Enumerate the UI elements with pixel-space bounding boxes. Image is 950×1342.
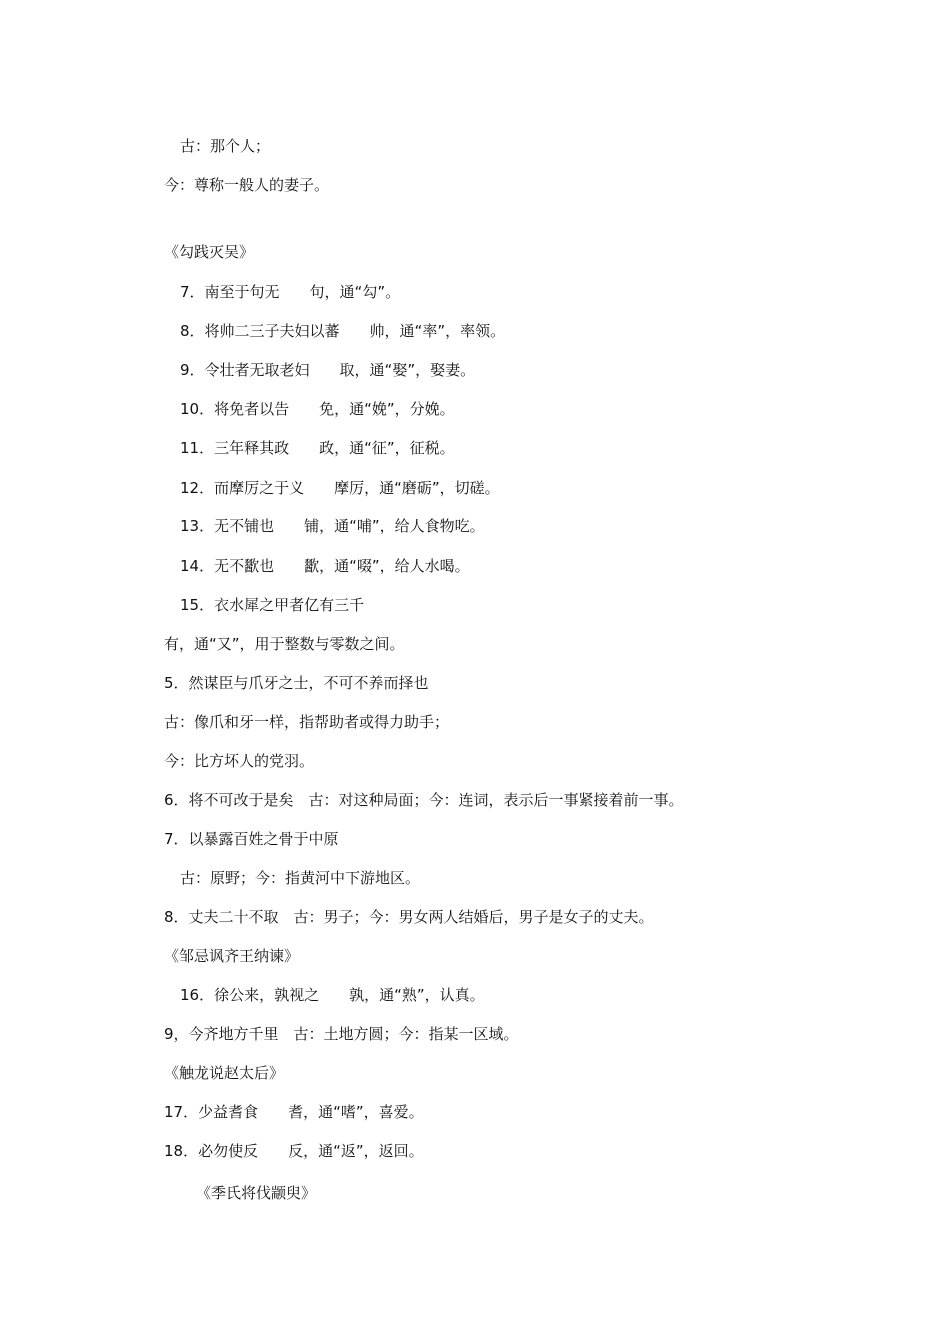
text-line: 今：尊称一般人的妻子。 xyxy=(164,176,330,194)
text-line: 7．南至于句无 句，通“勾”。 xyxy=(180,283,401,301)
text-line: 9，今齐地方千里 古：土地方圆；今：指某一区域。 xyxy=(164,1025,519,1043)
text-line: 古：那个人； xyxy=(180,137,271,155)
text-line: 12．而摩厉之于义 摩厉，通“磨砺”，切磋。 xyxy=(180,479,500,497)
text-line: 17．少益耆食 耆，通“嗜”，喜爱。 xyxy=(164,1103,424,1121)
text-line: 10．将免者以告 免，通“娩”，分娩。 xyxy=(180,400,455,418)
text-line: 有，通“又”，用于整数与零数之间。 xyxy=(164,635,405,653)
text-line: 14．无不歠也 歠，通“啜”，给人水喝。 xyxy=(180,557,470,575)
text-line: 8．将帅二三子夫妇以蕃 帅，通“率”，率领。 xyxy=(180,322,506,340)
section-heading: 《邹忌讽齐王纳谏》 xyxy=(164,947,300,965)
section-heading: 《触龙说赵太后》 xyxy=(164,1064,285,1082)
section-heading: 《季氏将伐颛臾》 xyxy=(196,1184,317,1202)
text-line: 13．无不铺也 铺，通“哺”，给人食物吃。 xyxy=(180,517,485,535)
text-line: 18．必勿使反 反，通“返”，返回。 xyxy=(164,1142,424,1160)
text-line: 古：像爪和牙一样，指帮助者或得力助手； xyxy=(164,713,450,731)
text-line: 今：比方坏人的党羽。 xyxy=(164,752,315,770)
text-line: 16．徐公来，孰视之 孰，通“熟”，认真。 xyxy=(180,986,485,1004)
text-line: 15．衣水犀之甲者亿有三千 xyxy=(180,596,365,614)
text-line: 9．令壮者无取老妇 取，通“娶”，娶妻。 xyxy=(180,361,476,379)
text-line: 8．丈夫二十不取 古：男子；今：男女两人结婚后，男子是女子的丈夫。 xyxy=(164,908,654,926)
text-line: 7．以暴露百姓之骨于中原 xyxy=(164,830,339,848)
text-line: 11．三年释其政 政，通“征”，征税。 xyxy=(180,439,455,457)
section-heading: 《勾践灭吴》 xyxy=(164,243,255,261)
text-line: 5．然谋臣与爪牙之士，不可不养而择也 xyxy=(164,674,429,692)
text-line: 6．将不可改于是矣 古：对这种局面；今：连词，表示后一事紧接着前一事。 xyxy=(164,791,684,809)
text-line: 古：原野；今：指黄河中下游地区。 xyxy=(180,869,421,887)
